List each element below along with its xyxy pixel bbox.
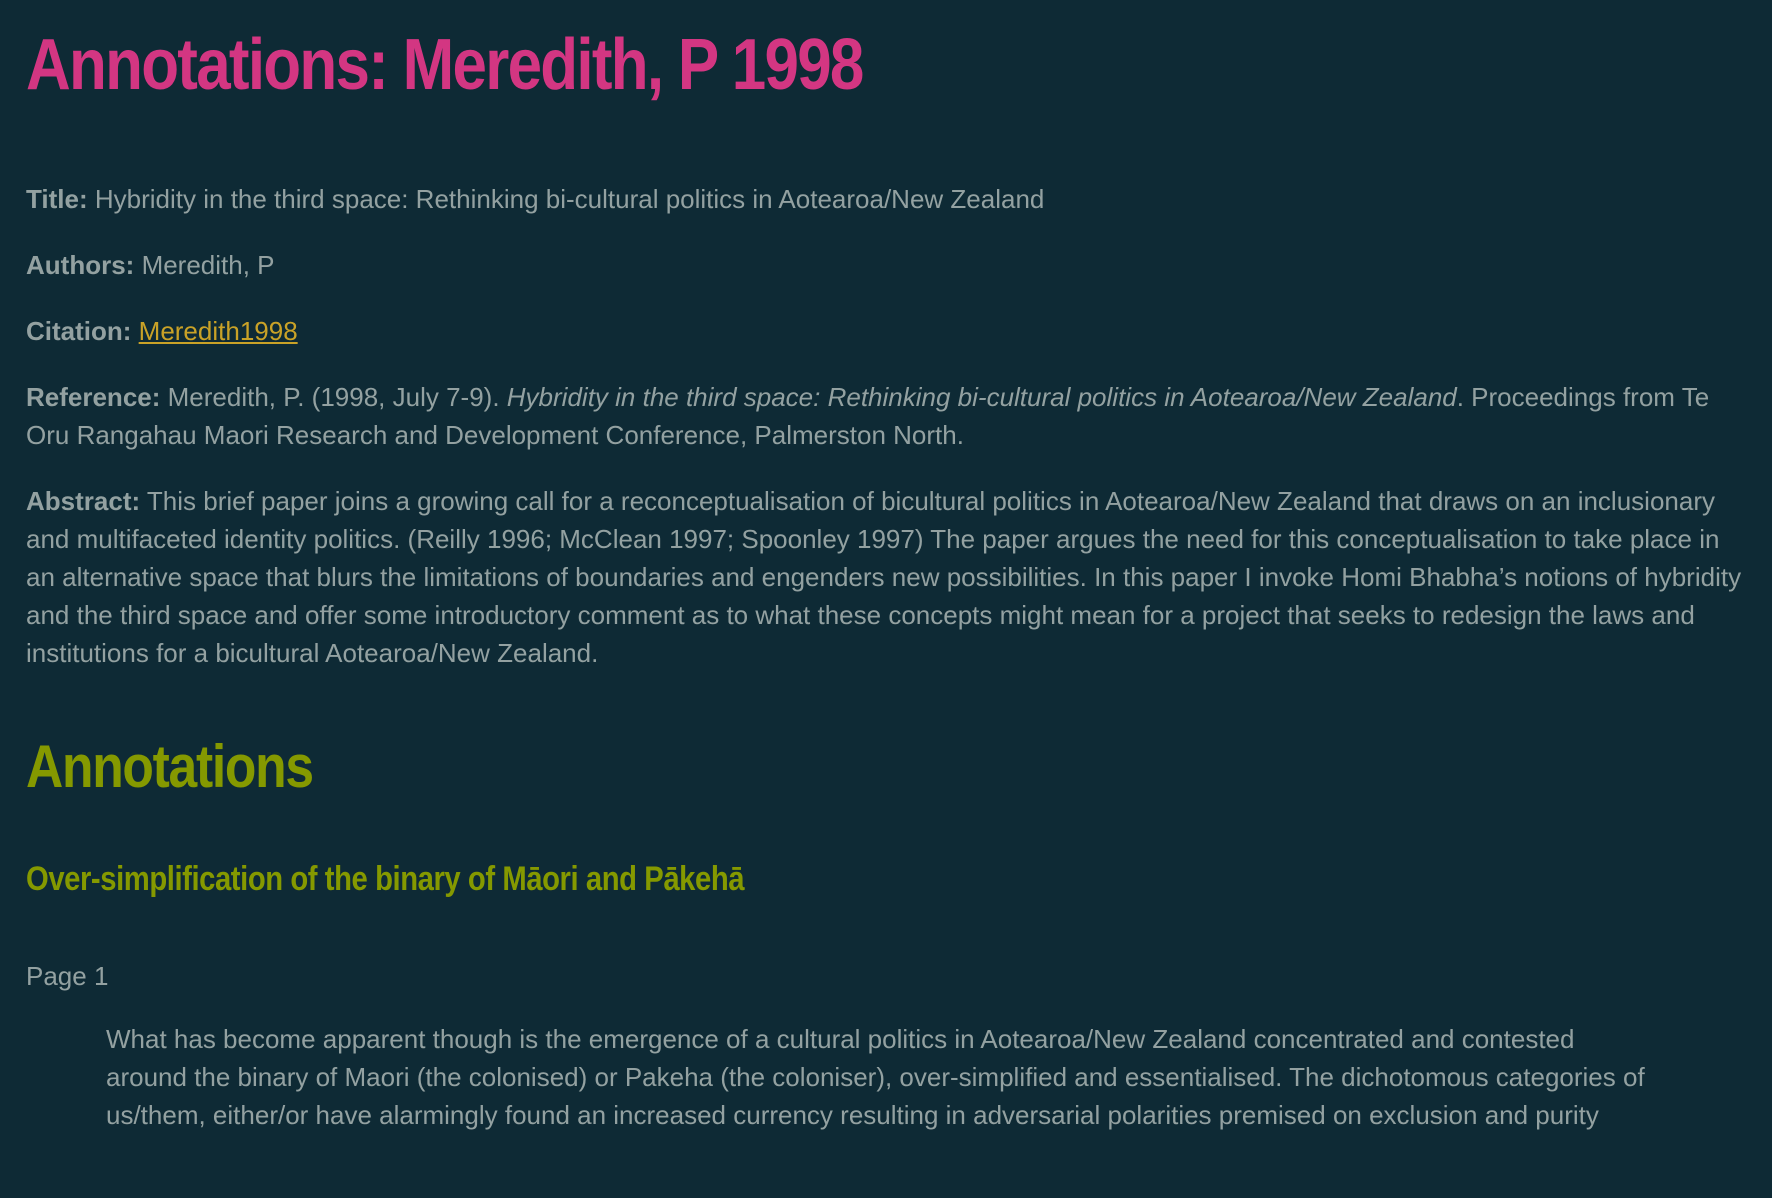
citation-label: Citation:: [26, 316, 132, 346]
reference-label: Reference:: [26, 382, 161, 412]
reference-title: Hybridity in the third space: Rethinking bi-cultural politics in Aotearoa/New Zealand: [506, 382, 1457, 412]
abstract-label: Abstract:: [26, 486, 141, 516]
metadata: [26, 180, 1746, 672]
title-value: Hybridity in the third space: Rethinking bi-cultural politics in Aotearoa/New Zealand: [94, 184, 1045, 214]
authors-field: [26, 246, 1746, 284]
citation-link[interactable]: Meredith1998: [138, 316, 298, 346]
title-label: Title:: [26, 184, 88, 214]
authors-value: Meredith, P: [141, 250, 275, 280]
reference-proceedings: . Proceedings from Te Oru Rangahau Maori Research and Development Conference, Palmerston North.: [26, 382, 1710, 450]
annotation-page: Page 1: [26, 961, 109, 991]
annotation-heading: Over-simplification of the binary of Māori and Pākehā: [26, 860, 745, 898]
abstract-value: This brief paper joins a growing call for a reconceptualisation of bicultural politics in Aotearoa/New Zealand that draws on an inclusionary and multifaceted identity politics. (Reilly 1996; McClean 1997; Spoonley 1997) The paper argues the need for this conceptualisation to take place in an alternative space that blurs the limitations of boundaries and engenders new possibilities. In this paper I invoke Homi Bhabha’s notions of hybridity and the third space and offer some introductory comment as to what these concepts might mean for a project that seeks to redesign the laws and institutions for a bicultural Aotearoa/New Zealand.: [26, 486, 1742, 668]
citation-field: [26, 312, 1746, 350]
annotation-item: [26, 856, 1746, 1134]
page-title: Annotations: Meredith, P 1998: [26, 25, 863, 105]
reference-text: Meredith, P. (1998, July 7-9).: [167, 382, 500, 412]
abstract-field: [26, 482, 1746, 672]
title-field: [26, 180, 1746, 218]
annotations-title: Annotations: [26, 733, 313, 800]
reference-field: [26, 378, 1746, 454]
annotation-quote: What has become apparent though is the emergence of a cultural politics in Aotearoa/New Zealand concentrated and contested around the binary of Maori (the colonised) or Pakeha (the coloniser), over-simplified and essentialised. The dichotomous categories of us/them, either/or have alarmingly found an increased currency resulting in adversarial polarities premised on exclusion and purity: [106, 1024, 1645, 1130]
authors-label: Authors:: [26, 250, 135, 280]
